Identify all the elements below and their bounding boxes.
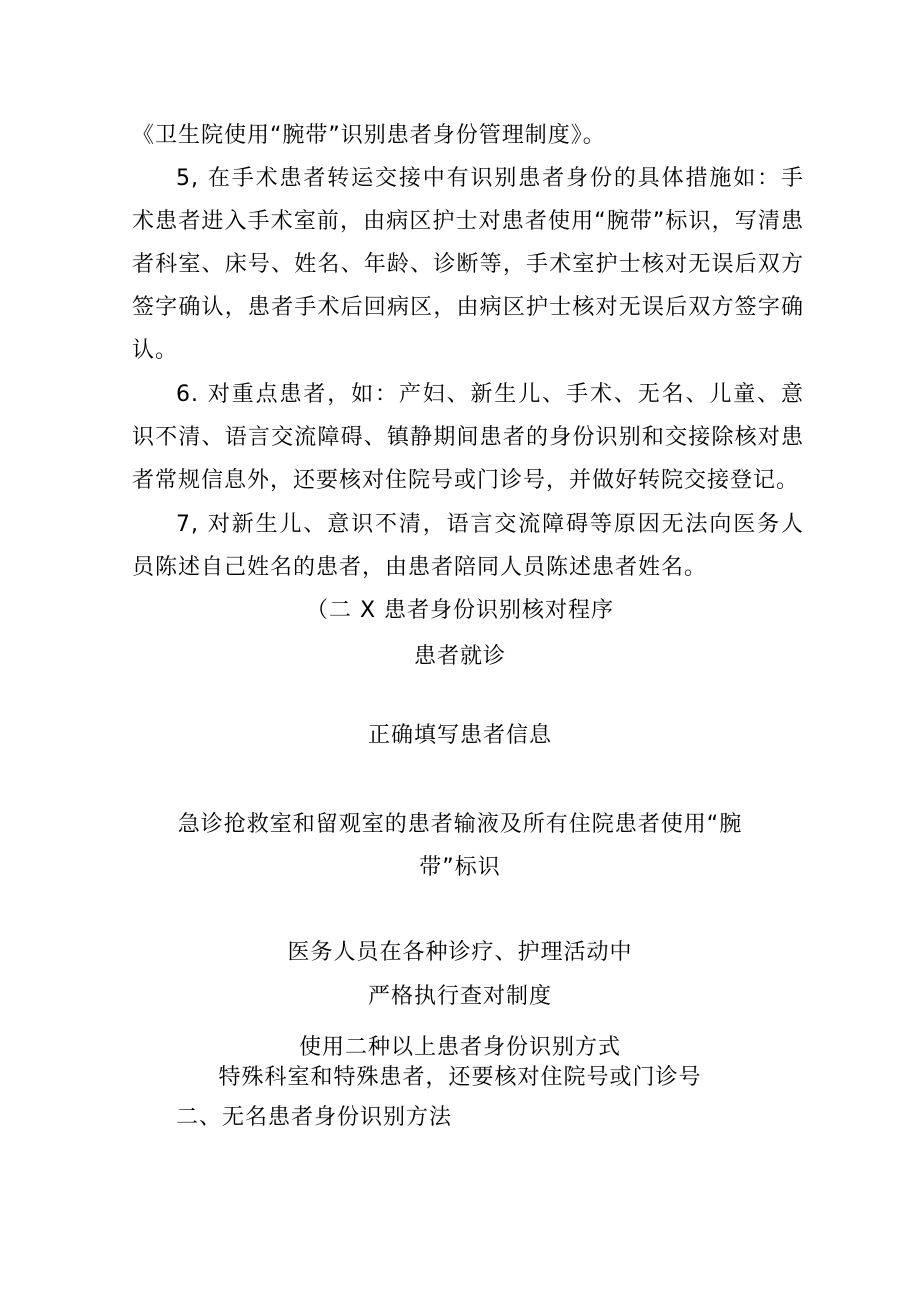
section-heading: （二 X 患者身份识别核对程序 xyxy=(305,598,615,623)
flow-step-fill-info: 正确填写患者信息 xyxy=(367,723,552,748)
flow-step-patient-visit: 患者就诊 xyxy=(413,644,506,669)
flow-step-identify-line2: 特殊科室和特殊患者，还要核对住院号或门诊号 xyxy=(218,1065,702,1090)
item-7-paragraph: 7, 对新生儿、意识不清，语言交流障碍等原因无法向医务人员陈述自己姓名的患者，由患者陪同人员陈述患者姓名。 xyxy=(132,512,804,580)
flow-step-wristband-line2: 带”标识 xyxy=(419,855,501,880)
intro-line: 《卫生院使用“腕带”识别患者身份管理制度》。 xyxy=(132,123,606,148)
item-6-paragraph: 6. 对重点患者，如：产妇、新生儿、手术、无名、儿童、意识不清、语言交流障碍、镇静期间患者的身份识别和交接除核对患者常规信息外，还要核对住院号或门诊号，并做好转院交接登记。 xyxy=(132,382,804,493)
flow-step-identify-line1: 使用二种以上患者身份识别方式 xyxy=(298,1035,621,1060)
flow-step-wristband-line1: 急诊抢救室和留观室的患者输液及所有住院患者使用“腕 xyxy=(177,812,743,837)
flow-step-staff-line2: 严格执行查对制度 xyxy=(367,984,552,1009)
flow-step-staff-line1: 医务人员在各种诊疗、护理活动中 xyxy=(287,940,633,965)
item-5-paragraph: 5, 在手术患者转运交接中有识别患者身份的具体措施如：手术患者进入手术室前，由病区护士对患者使用“腕带”标识，写清患者科室、床号、姓名、年龄、诊断等，手术室护士核对无误后双方签字确认，患者手术后回病区，由病区护士核对无误后双方签字确认。 xyxy=(132,166,804,363)
next-section-heading: 二、无名患者身份识别方法 xyxy=(176,1105,453,1130)
